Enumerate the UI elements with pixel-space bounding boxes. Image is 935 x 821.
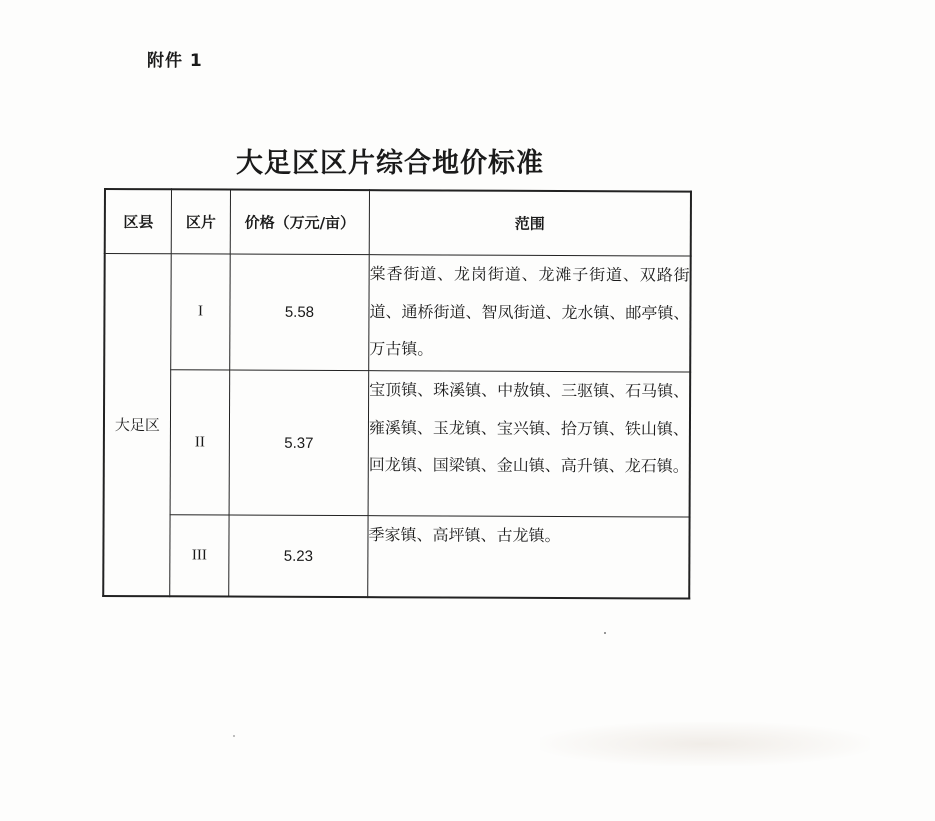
- scan-smudge: [540, 722, 870, 766]
- table-row: [104, 254, 691, 373]
- zone-cell: III: [170, 515, 229, 597]
- scan-speck: [233, 735, 235, 737]
- table-row: [104, 370, 691, 518]
- document-title: 大足区区片综合地价标准: [236, 148, 544, 179]
- scope-cell: 宝顶镇、珠溪镇、中敖镇、三驱镇、石马镇、雍溪镇、玉龙镇、宝兴镇、拾万镇、铁山镇、回龙镇、国梁镇、金山镇、高升镇、龙石镇。: [368, 371, 690, 517]
- header-price: 价格（万元/亩）: [230, 190, 369, 255]
- price-cell: 5.23: [229, 515, 368, 597]
- scope-cell: 季家镇、高坪镇、古龙镇。: [368, 516, 690, 599]
- scan-speck: [604, 632, 606, 634]
- table-row: [103, 515, 689, 599]
- land-price-table: [102, 188, 692, 600]
- attachment-label: 附件 1: [147, 51, 203, 71]
- zone-cell: II: [170, 370, 230, 515]
- county-cell: 大足区: [103, 254, 171, 597]
- scope-cell: 棠香街道、龙岗街道、龙滩子街道、双路街道、通桥街道、智凤街道、龙水镇、邮亭镇、万古镇。: [369, 255, 691, 372]
- header-scope: 范围: [369, 190, 691, 256]
- header-zone: 区片: [171, 189, 230, 254]
- zone-cell: I: [171, 254, 231, 370]
- price-cell: 5.37: [229, 370, 369, 516]
- header-county: 区县: [105, 189, 172, 254]
- table-header-row: [105, 189, 691, 256]
- price-cell: 5.58: [230, 254, 370, 371]
